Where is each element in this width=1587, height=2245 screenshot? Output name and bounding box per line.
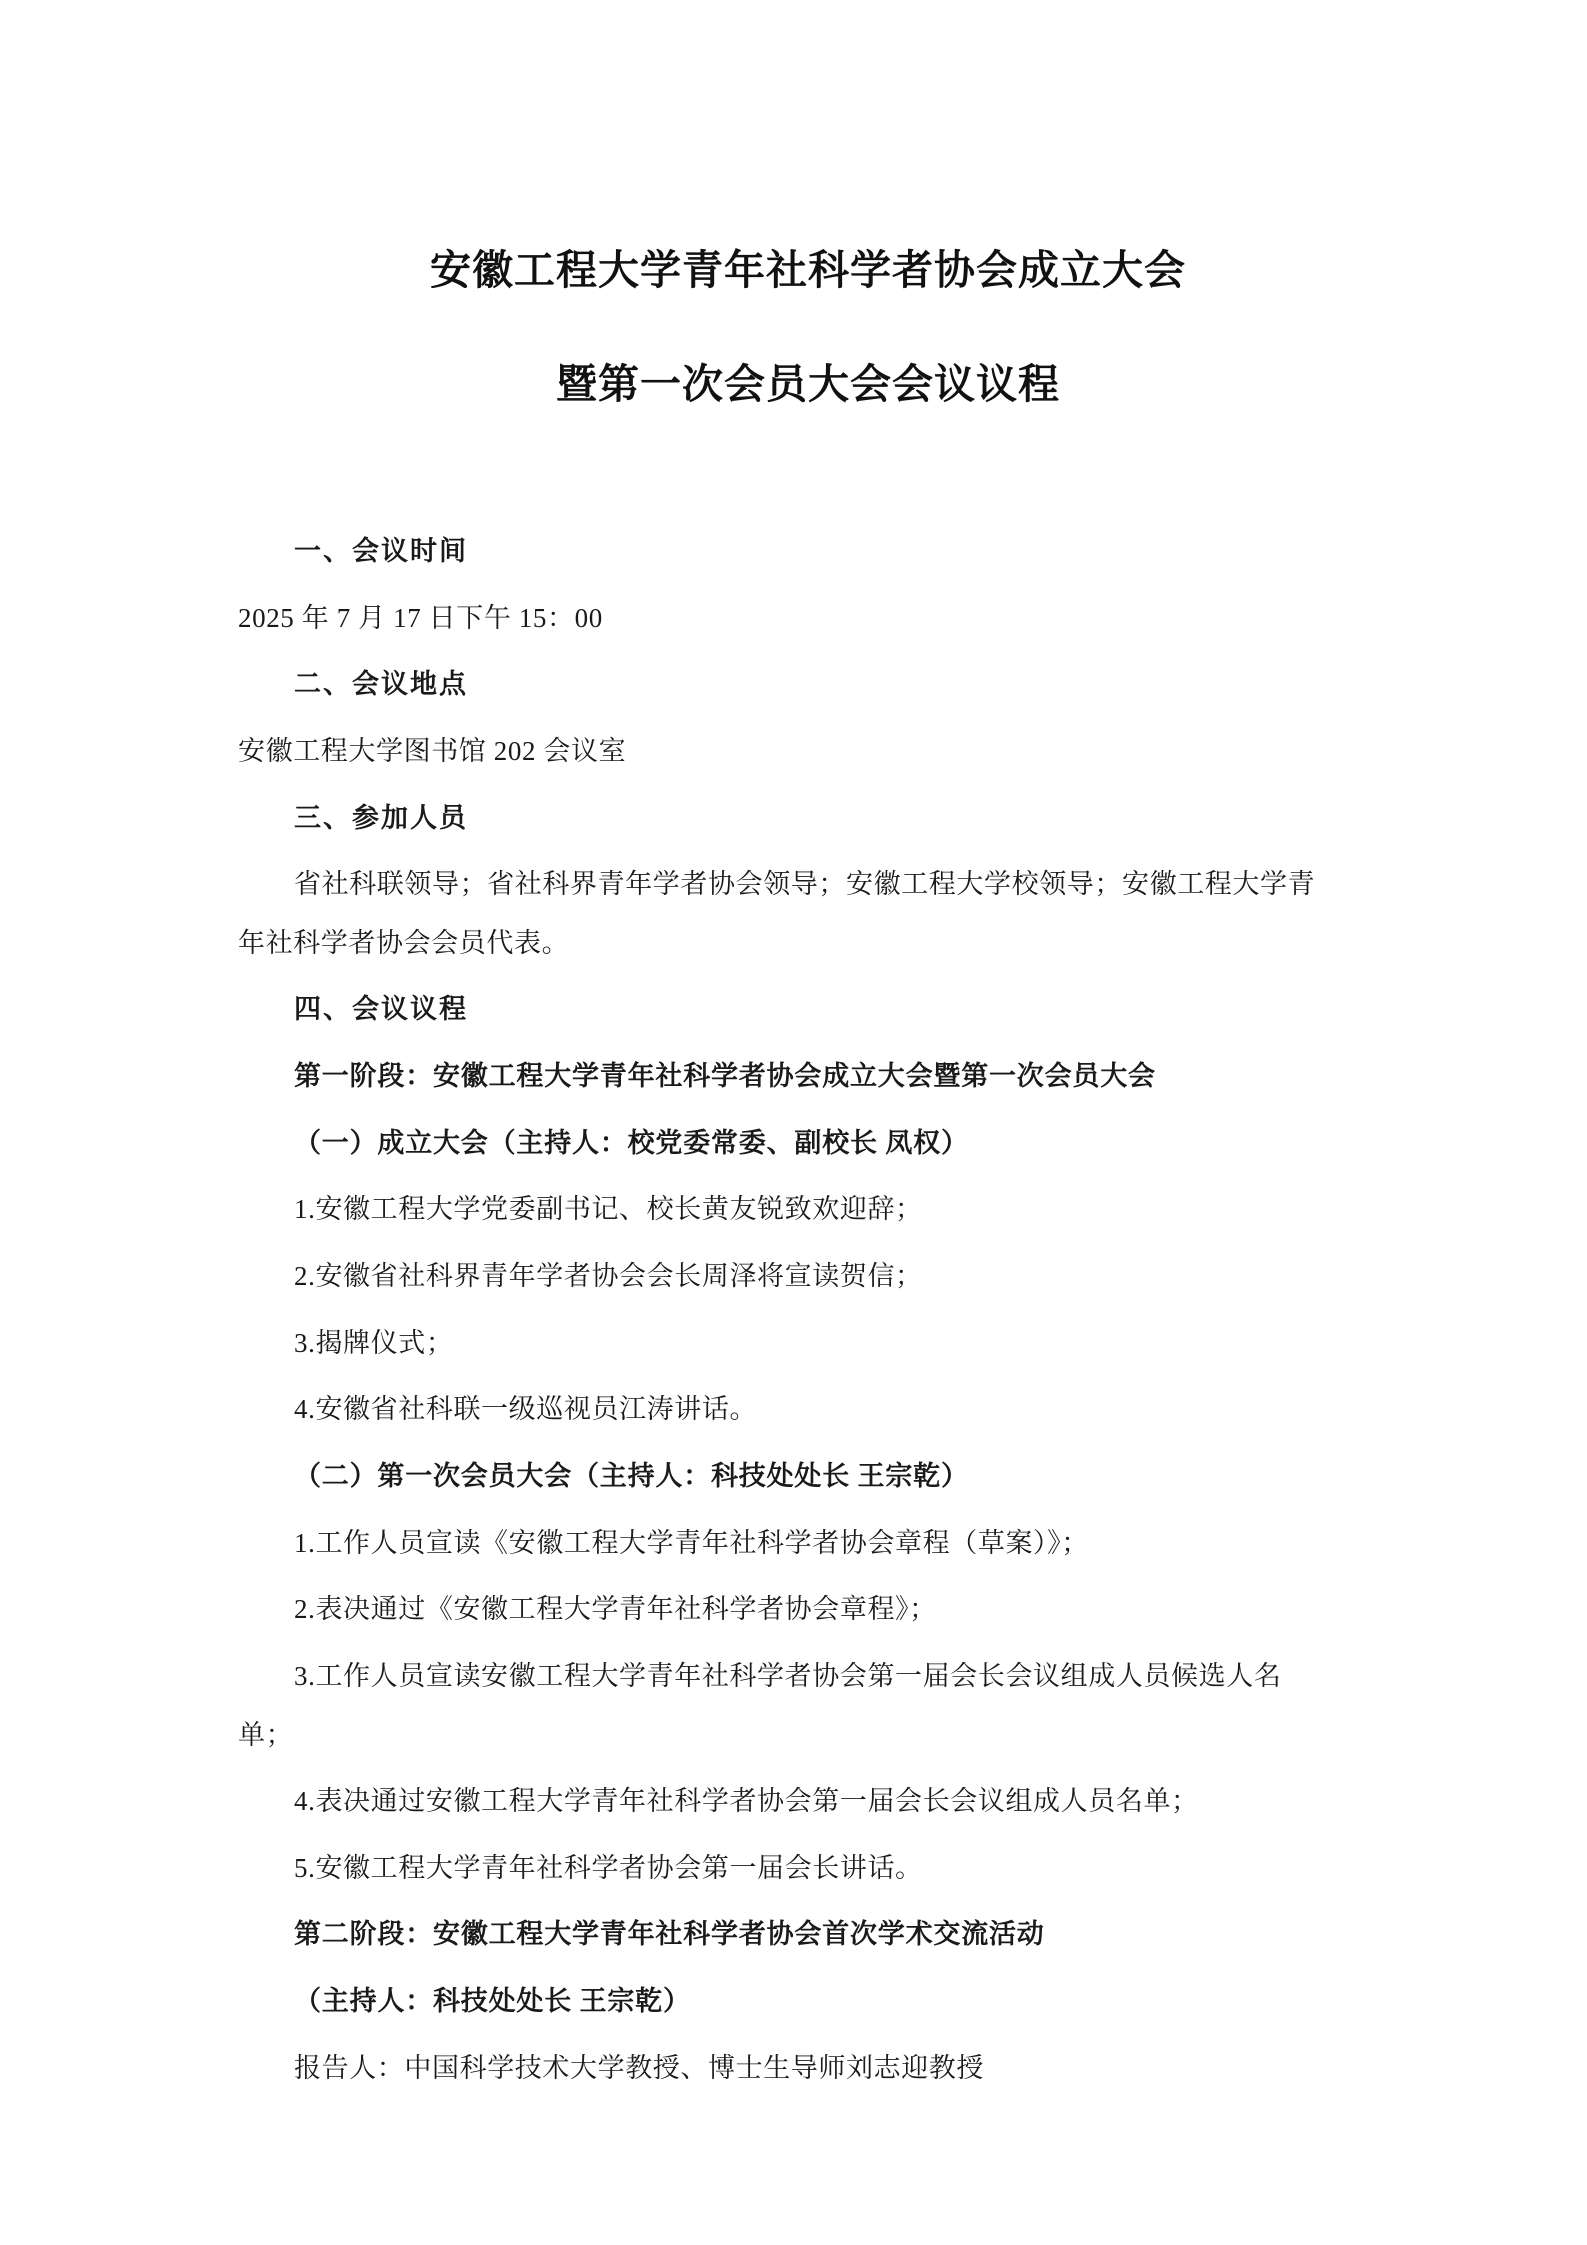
section-heading-participants: 三、参加人员: [294, 802, 468, 833]
agenda-stage-2-heading: 第二阶段：安徽工程大学青年社科学者协会首次学术交流活动: [294, 1919, 1045, 1950]
agenda-item-2-3-line-2: 单；: [238, 1719, 294, 1750]
agenda-stage-1-heading: 第一阶段：安徽工程大学青年社科学者协会成立大会暨第一次会员大会: [294, 1061, 1156, 1092]
section-text-participants-line-1: 省社科联领导；省社科界青年学者协会领导；安徽工程大学校领导；安徽工程大学青: [294, 869, 1316, 900]
agenda-item-2-2: 2.表决通过《安徽工程大学青年社科学者协会章程》；: [294, 1594, 937, 1625]
document-title-block: [238, 240, 1378, 415]
agenda-item-2-3-line-1: 3.工作人员宣读安徽工程大学青年社科学者协会第一届会长会议组成人员候选人名: [294, 1660, 1282, 1691]
agenda-stage-2-host: （主持人：科技处处长 王宗乾）: [294, 1986, 691, 2017]
document-body: [238, 525, 1378, 2094]
section-heading-meeting-location: 二、会议地点: [294, 669, 468, 700]
section-text-meeting-location: 安徽工程大学图书馆 202 会议室: [238, 735, 627, 766]
section-text-participants-line-2: 年社科学者协会会员代表。: [238, 927, 570, 958]
agenda-item-2-4: 4.表决通过安徽工程大学青年社科学者协会第一届会长会议组成人员名单；: [294, 1786, 1199, 1817]
document-title-line-2: 暨第一次会员大会会议议程: [556, 360, 1060, 407]
document-content: [238, 0, 1378, 2108]
agenda-item-1-2: 2.安徽省社科界青年学者协会会长周泽将宣读贺信；: [294, 1261, 923, 1292]
agenda-item-1-1: 1.安徽工程大学党委副书记、校长黄友锐致欢迎辞；: [294, 1194, 923, 1225]
agenda-item-1-3: 3.揭牌仪式；: [294, 1327, 454, 1358]
section-text-meeting-time: 2025 年 7 月 17 日下午 15：00: [238, 602, 603, 633]
agenda-stage-1-subsection-2: （二）第一次会员大会（主持人：科技处处长 王宗乾）: [294, 1460, 969, 1491]
section-heading-agenda: 四、会议议程: [294, 994, 468, 1025]
document-title-line-1: 安徽工程大学青年社科学者协会成立大会: [430, 247, 1186, 293]
agenda-item-1-4: 4.安徽省社科联一级巡视员江涛讲话。: [294, 1394, 758, 1425]
agenda-stage-1-subsection-1: （一）成立大会（主持人：校党委常委、副校长 凤权）: [294, 1127, 969, 1158]
agenda-stage-2-speaker: 报告人：中国科学技术大学教授、博士生导师刘志迎教授: [294, 2052, 984, 2083]
agenda-item-2-1: 1.工作人员宣读《安徽工程大学青年社科学者协会章程（草案）》；: [294, 1527, 1089, 1558]
agenda-item-2-5: 5.安徽工程大学青年社科学者协会第一届会长讲话。: [294, 1852, 923, 1883]
section-heading-meeting-time: 一、会议时间: [294, 536, 468, 566]
